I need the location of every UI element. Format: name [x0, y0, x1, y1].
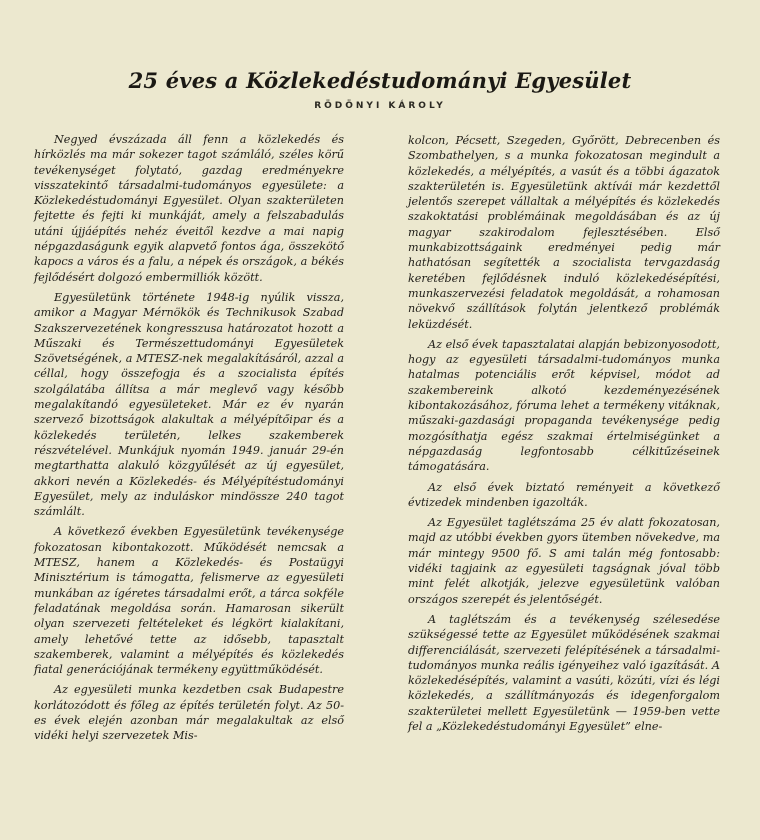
- right-column: [408, 133, 720, 734]
- author-byline: RÖDÖNYI KÁROLY: [314, 101, 446, 111]
- paragraph: A taglétszám és a tevékenység szélesedése szükségessé tette az Egyesület működésének szakmai differenciálását, szervezeti felépítésének a társadalmi-tudományos munka reális igényeihez való igazítását. A közlekedésépítés, valamint a vasúti, közúti, vízi és légi közlekedés, a szállítmányozás és idegenforgalom szakterületei mellett Egyesületünk — 1959-ben vette fel a „Közlekedéstudományi Egyesület” elne-: [408, 612, 720, 733]
- article-title: 25 éves a Közlekedéstudományi Egyesület: [128, 68, 632, 93]
- left-column: [34, 132, 344, 744]
- paragraph: Az egyesületi munka kezdetben csak Budapestre korlátozódott és főleg az építés területén folyt. Az 50-es évek elején azonban már megalakultak az első vidéki helyi szervezetek Mis-: [34, 683, 344, 743]
- paragraph: Az első évek biztató reményeit a következő évtizedek mindenben igazolták.: [408, 480, 720, 509]
- paragraph: A következő években Egyesületünk tevékenysége fokozatosan kibontakozott. Működését nemcsak a MTESZ, hanem a Közlekedés- és Postaügyi Minisztérium is támogatta, felismerve az egyesületi munkában az ígéretes társadalmi erőt, a tárca sokféle feladatának megoldása során. Hamarosan sikerült olyan szervezeti feltételeket és légkört kialakítani, amely lehetővé tette az idősebb, tapasztalt szakemberek, valamint a mélyépítés és közlekedés fiatal generációjának termékeny együttműködését.: [34, 525, 344, 677]
- paragraph: Egyesületünk története 1948-ig nyúlik vissza, amikor a Magyar Mérnökök és Technikusok Szabad Szakszervezetének kongresszusa határozatot hozott a Műszaki és Természettudományi Egyesületek Szövetségének, a MTESZ-nek megalakításáról, azzal a céllal, hogy összefogja és a szocialista építés szolgálatába állítsa a már meglevő vagy később megalakítandó egyesületeket. Már ez év nyarán szervező bizottságok alakultak a mélyépítőipar és a közlekedés területén, lelkes szakemberek részvételével. Munkájuk nyomán 1949. január 29-én megtarthatta alakuló közgyűlését az új egyesület, akkori nevén a Közlekedés- és Mélyépítéstudományi Egyesület, mely az induláskor mindössze 240 tagot számlált.: [34, 290, 344, 519]
- paragraph: Az Egyesület taglétszáma 25 év alatt fokozatosan, majd az utóbbi években gyors ütemben növekedve, ma már mintegy 9500 fő. S ami talán még fontosabb: vidéki tagjaink az egyesületi tagságnak jóval több mint felét alkotják, jelezve egyesületünk valóban országos szerepét és jelentőségét.: [408, 516, 720, 606]
- paragraph-continued: kolcon, Pécsett, Szegeden, Győrött, Debrecenben és Szombathelyen, s a munka fokozatosan megindult a közlekedés, a mélyépítés, a vasút és a többi ágazatok szakterületén is. Egyesületünk aktívái már kezdettől jelentős szerepet vállaltak a mélyépítés és közlekedés szakoktatási problémáinak megoldásában és az új magyar szakirodalom fejlesztésében. Első munkabizottságaink eredményei pedig már hathatósan segítették a szocialista tervgazdaság keretében fejlődésnek induló közlekedésépítési, munkaszervezési feladatok megoldását, a rohamosan növekvő szállítások folytán jelentkező problémák leküzdését.: [408, 134, 720, 331]
- paragraph: Negyed évszázada áll fenn a közlekedés és hírközlés ma már sokezer tagot számláló, széles körű tevékenységet folytató, gazdag eredményekre visszatekintő társadalmi-tudományos egyesülete: a Közlekedéstudományi Egyesület. Olyan szakterületen fejtette és fejti ki munkáját, amely a felszabadulás utáni újjáépítés nehéz éveitől kezdve a mai napig népgazdaságunk egyik alapvető fontos ága, összekötő kapocs a város és a falu, a népek és országok, a békés fejlődésért dolgozó embermilliók között.: [34, 133, 344, 284]
- paragraph: Az első évek tapasztalatai alapján bebizonyosodott, hogy az egyesületi társadalmi-tudományos munka hatalmas potenciális erőt képvisel, módot ad szakembereink alkotó kezdeményezésének kibontakozásához, fóruma lehet a termékeny vitáknak, műszaki-gazdasági propaganda tevékenysége pedig mozgósíthatja egész szakmai értelmiségünket a népgazdaság legfontosabb célkitűzéseinek támogatására.: [408, 337, 720, 474]
